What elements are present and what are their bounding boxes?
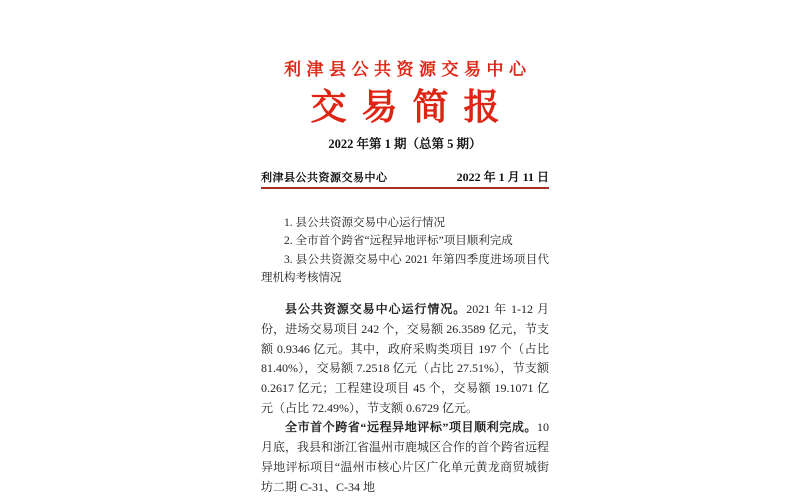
- toc-item-2: 2. 全市首个跨省“远程异地评标”项目顺利完成: [284, 235, 513, 248]
- paragraph-2-text: 10 月底，我县和浙江省温州市鹿城区合作的首个跨省远程异地评标项目“温州市核心片区广化单元黄龙商贸城街坊二期 C-31、C-34 地: [261, 420, 550, 494]
- body-text: [261, 300, 549, 497]
- body-paragraph-2: [261, 418, 549, 497]
- toc-item-3: 3. 县公共资源交易中心 2021 年第四季度进场项目代理机构考核情况: [261, 253, 549, 284]
- paragraph-1-lead: 县公共资源交易中心运行情况。: [285, 302, 467, 317]
- publish-date: 2022 年 1 月 11 日: [456, 170, 549, 184]
- org-name-header: 利津县公共资源交易中心: [284, 60, 532, 79]
- table-of-contents: [261, 214, 549, 287]
- body-paragraph-1: [261, 300, 549, 418]
- document-content: [261, 0, 549, 497]
- masthead-row: [261, 168, 549, 185]
- masthead-divider-rule: [261, 187, 549, 189]
- issue-info: 2022 年第 1 期（总第 5 期）: [328, 137, 482, 151]
- paragraph-1-text: 2021 年 1-12 月份，进场交易项目 242 个，交易额 26.3589 亿元，节支额 0.9346 亿元。其中，政府采购类项目 197 个（占比 81.40%），交易额 7.2518 亿元（占比 27.51%），节支额 0.2617 亿元；工程建设项目 45 个，交易额 19.1071 亿元（占比 72.49%），节支额 0.6729 亿元。: [261, 302, 549, 415]
- publisher-name: 利津县公共资源交易中心: [261, 172, 388, 184]
- toc-item-1: 1. 县公共资源交易中心运行情况: [284, 217, 445, 229]
- paragraph-2-lead: 全市首个跨省“远程异地评标”项目顺利完成。: [285, 420, 537, 435]
- bulletin-title: 交易简报: [310, 87, 515, 127]
